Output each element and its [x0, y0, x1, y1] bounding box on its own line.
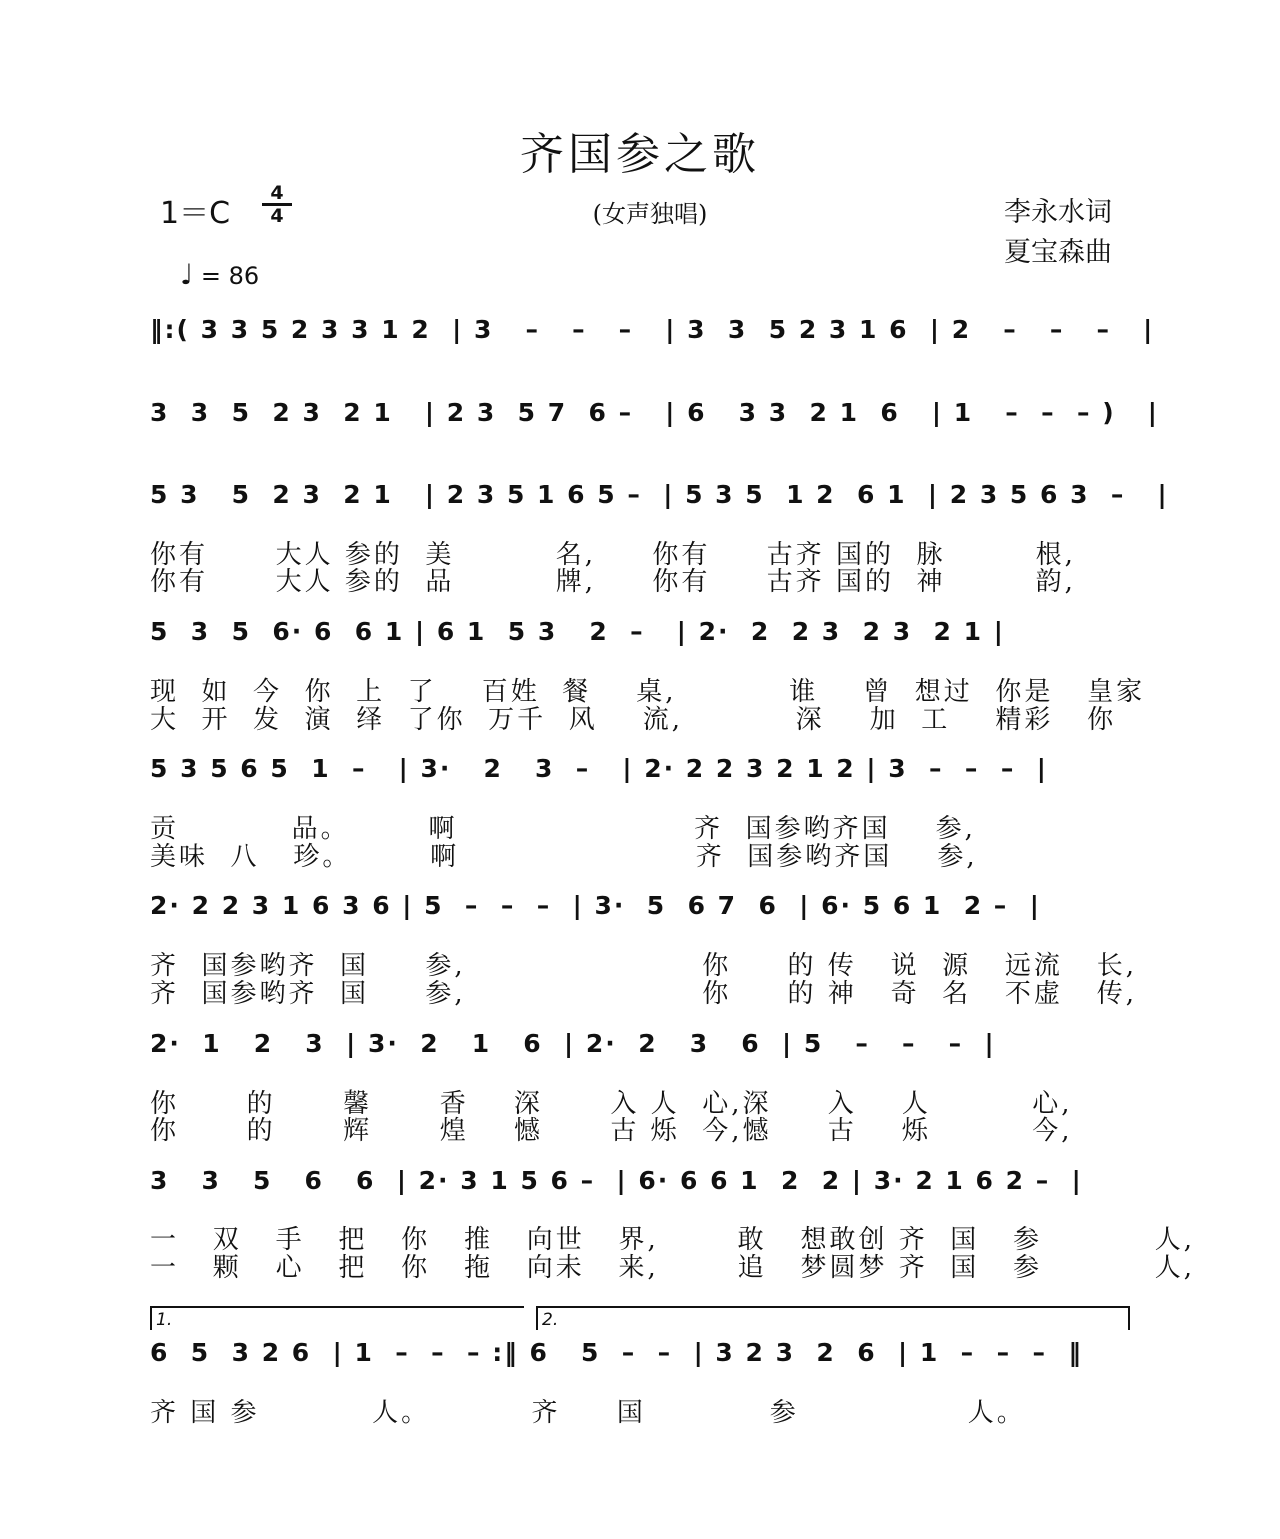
- lyric-line: 一 双 手 把 你 推 向世 界, 敢 想敢创 齐 国 参 人,: [150, 1225, 1195, 1255]
- score-row: [0, 754, 1280, 794]
- tempo-value: = 86: [200, 262, 260, 290]
- second-ending-label: 2.: [542, 1310, 559, 1330]
- lyric-line: 齐 国参哟齐 国 参, 你 的 神 奇 名 不虚 传,: [150, 979, 1137, 1009]
- tempo-marking: [180, 258, 259, 291]
- notes-line: 5 3 5 6· 6 6 1 | 6 1 5 3 2 – | 2· 2 2 3 2 3 2 1 |: [150, 617, 1005, 646]
- lyric-line: 一 颗 心 把 你 拖 向未 来, 追 梦圆梦 齐 国 参 人,: [150, 1253, 1195, 1283]
- score-row: [0, 315, 1280, 355]
- subtitle: (女声独唱): [592, 200, 708, 228]
- notes-line: 2· 1 2 3 | 3· 2 1 6 | 2· 2 3 6 | 5 – – – |: [150, 1029, 996, 1058]
- time-signature-top: 4: [270, 182, 284, 204]
- lyric-line: 你有 大人 参的 美 名, 你有 古齐 国的 脉 根,: [150, 540, 1076, 570]
- score-row: [0, 480, 1280, 520]
- score-row: [0, 398, 1280, 438]
- second-ending-bracket: [536, 1306, 1130, 1330]
- score-row: [0, 1338, 1280, 1378]
- notes-line: 5 3 5 6 5 1 – | 3· 2 3 – | 2· 2 2 3 2 1 2 | 3 – – – |: [150, 754, 1048, 783]
- score-row: [0, 891, 1280, 931]
- lyric-line: 你 的 辉 煌 憾 古 烁 今,憾 古 烁 今,: [150, 1116, 1073, 1146]
- notes-line: 5 3 5 2 3 2 1 | 2 3 5 1 6 5 – | 5 3 5 1 2 6 1 | 2 3 5 6 3 – |: [150, 480, 1169, 509]
- notes-line: ‖:( 3 3 5 2 3 3 1 2 | 3 – – – | 3 3 5 2 3 1 6 | 2 – – – |: [150, 315, 1155, 344]
- song-title: 齐国参之歌: [520, 129, 760, 180]
- notes-line: 6 5 3 2 6 | 1 – – – :‖ 6 5 – – | 3 2 3 2 6 | 1 – – – ‖: [150, 1338, 1083, 1367]
- lyric-line: 齐 国 参 人。 齐 国 参 人。: [150, 1398, 1026, 1428]
- quarter-note-icon: ♩: [180, 258, 194, 291]
- lyric-line: 你 的 馨 香 深 入 人 心,深 入 人 心,: [150, 1089, 1073, 1119]
- time-signature-bottom: 4: [270, 205, 284, 227]
- lyric-line: 现 如 今 你 上 了 百姓 餐 桌, 谁 曾 想过 你是 皇家: [150, 677, 1146, 707]
- lyric-line: 大 开 发 演 绎 了你 万千 风 流, 深 加 工 精彩 你: [150, 705, 1117, 735]
- lyricist-credit: 李永水词: [1004, 197, 1112, 228]
- lyric-line: 贡 品。 啊 齐 国参哟齐国 参,: [150, 814, 976, 844]
- score-row: [0, 1029, 1280, 1069]
- score-row: [0, 617, 1280, 657]
- first-ending-bracket: [150, 1306, 524, 1330]
- lyric-line: 美味 八 珍。 啊 齐 国参哟齐国 参,: [150, 842, 978, 872]
- notes-line: 2· 2 2 3 1 6 3 6 | 5 – – – | 3· 5 6 7 6 | 6· 5 6 1 2 – |: [150, 891, 1041, 920]
- key-signature: 1＝C: [160, 196, 231, 231]
- composer-credit: 夏宝森曲: [1004, 237, 1112, 268]
- notes-line: 3 3 5 6 6 | 2· 3 1 5 6 – | 6· 6 6 1 2 2 | 3· 2 1 6 2 – |: [150, 1166, 1083, 1195]
- notes-line: 3 3 5 2 3 2 1 | 2 3 5 7 6 – | 6 3 3 2 1 6 | 1 – – – ) |: [150, 398, 1159, 427]
- score-row: [0, 1166, 1280, 1206]
- lyric-line: 齐 国参哟齐 国 参, 你 的 传 说 源 远流 长,: [150, 951, 1137, 981]
- first-ending-label: 1.: [156, 1310, 173, 1330]
- lyric-line: 你有 大人 参的 品 牌, 你有 古齐 国的 神 韵,: [150, 567, 1076, 597]
